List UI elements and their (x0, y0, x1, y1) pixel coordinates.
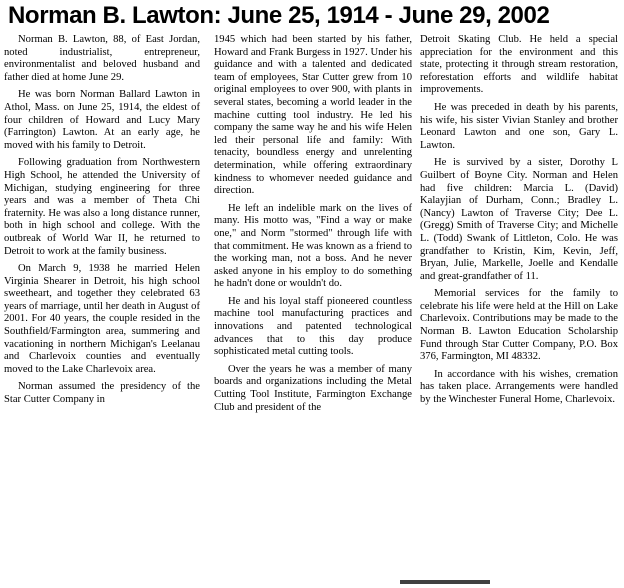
paragraph: Over the years he was a member of many boards and organizations including the Metal Cutting Tool Institute, Farmington Exchange Club and president of the (214, 363, 412, 413)
paragraph: He was preceded in death by his parents, his wife, his sister Vivian Stanley and brother Leonard Lawton and one son, Gary L. Lawton. (420, 101, 618, 151)
paragraph: Following graduation from Northwestern High School, he attended the University of Michigan, studying engineering for three years and was a member of Theta Chi fraternity. He was also a long distance runner, both in high school and college. With the outbreak of World War II, he returned to Detroit to work at the family business. (4, 157, 200, 257)
text-column-3 (420, 34, 618, 407)
paragraph: He was born Norman Ballard Lawton in Athol, Mass. on June 25, 1914, the eldest of four children of Howard and Lucy Mary (Farrington) Lawton. At an early age, he moved with his family to Detroit. (4, 89, 200, 151)
paragraph-continued: 1945 which had been started by his father, Howard and Frank Burgess in 1927. Under his guidance and with a talented and dedicated team of employees, Star Cutter grew from 10 original employees to over 900, with plants in several states, becoming a world leader in the machine cutting tool industry. He led his company the same way he and his wife Helen led their personal life and family: With tenacity, boundless energy and unrelenting determination, while offering extraordinary kindness to whomever needed guidance and direction. (214, 34, 412, 197)
paragraph: On March 9, 1938 he married Helen Virginia Shearer in Detroit, his high school sweetheart, and together they celebrated 63 years of marriage, until her death in August of 2001. For 40 years, the couple resided in the Southfield/Farmington area, summering and vacationing in northern Michigan's Leelanau and Charlevoix counties and eventually moved to the Lake Charlevoix area. (4, 263, 200, 375)
text-column-2 (214, 34, 412, 414)
paragraph: Norman B. Lawton, 88, of East Jordan, noted industrialist, entrepreneur, environmentalist and beloved husband and father died at home June 29. (4, 34, 200, 83)
cropped-text-fragment (400, 580, 490, 584)
paragraph: Memorial services for the family to celebrate his life were held at the Hill on Lake Charlevoix. Contributions may be made to the Norman B. Lawton Education Scholarship Fund through Star Cutter Company, P.O. Box 376, Farmington, MI 48332. (420, 288, 618, 363)
paragraph: He and his loyal staff pioneered countless machine tool manufacturing practices and innovations and patented technological advances that to this day produce sophisticated metal cutting tools. (214, 295, 412, 358)
paragraph: He is survived by a sister, Dorothy L Guilbert of Boyne City. Norman and Helen had five children: Marcia L. (David) Kalayjian of Durham, Conn.; Bradley L. (Nancy) Lawton of Traverse City; Dee L. (Gregg) Smith of Traverse City; and Michelle L. (Todd) Swank of Littleton, Colo. He was grandfather to Kristin, Kim, Kevin, Jeff, Bryan, Julie, Markelle, Joelle and Kendalle and great-grandfather of 11. (420, 157, 618, 282)
paragraph: He left an indelible mark on the lives of many. His motto was, "Find a way or make one," and Norm "stormed" through life with that commitment. He was known as a friend to the working man, not a boss. And he never asked anyone in his employ to do something he hadn't done or wouldn't do. (214, 202, 412, 290)
paragraph: Norman assumed the presidency of the Star Cutter Company in (4, 381, 200, 406)
obituary-headline: Norman B. Lawton: June 25, 1914 - June 29, 2002 (8, 2, 550, 29)
text-column-1 (4, 34, 200, 407)
paragraph-continued: Detroit Skating Club. He held a special appreciation for the environment and this state, protecting it through stream restoration, reforestation efforts and wildlife habitat improvements. (420, 34, 618, 96)
paragraph: In accordance with his wishes, cremation has taken place. Arrangements were handled by the Winchester Funeral Home, Charlevoix. (420, 368, 618, 406)
